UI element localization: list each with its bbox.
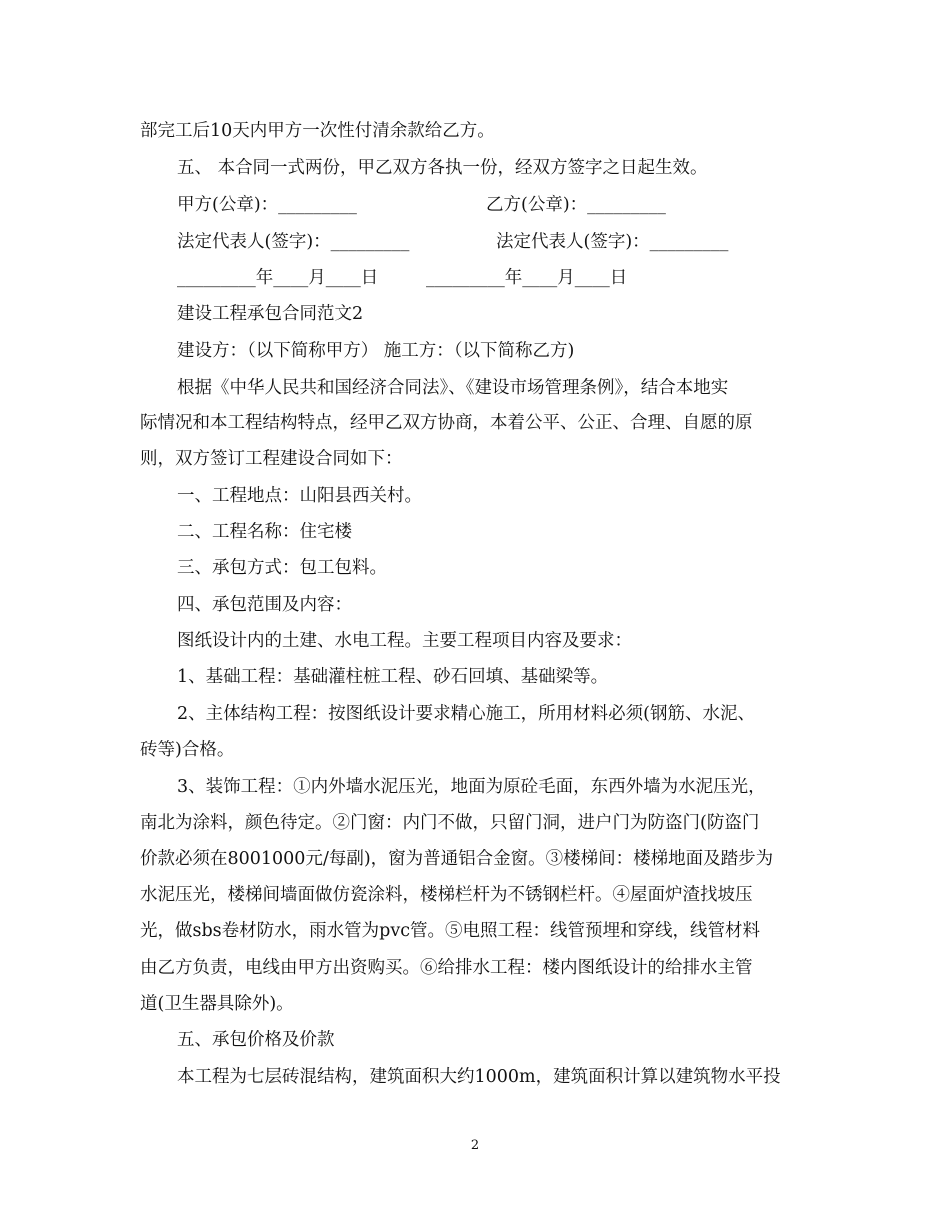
text-line: 三、承包方式：包工包料。 xyxy=(177,558,387,578)
section-title: 建设工程承包合同范文2 xyxy=(177,304,364,324)
text-line: 部完工后10天内甲方一次性付清余款给乙方。 xyxy=(140,121,495,141)
page-number: 2 xyxy=(470,1138,480,1153)
text-line: 一、工程地点：山阳县西关村。 xyxy=(177,486,422,506)
text-line: 砖等)合格。 xyxy=(140,740,235,760)
text-line: 2、主体结构工程：按图纸设计要求精心施工，所用材料必须(钢筋、水泥、 xyxy=(177,704,755,724)
text-line: 价款必须在8001000元/每副)，窗为普通铝合金窗。③楼梯间：楼梯地面及踏步为 xyxy=(140,849,774,869)
text-line: 四、承包范围及内容： xyxy=(177,595,352,615)
party-a-date: _________年____月____日 xyxy=(177,268,379,288)
party-b-seal: 乙方(公章)：_________ xyxy=(486,195,666,215)
text-line: 建设方：（以下简称甲方） 施工方：（以下简称乙方) xyxy=(177,341,575,361)
text-line: 图纸设计内的土建、水电工程。主要工程项目内容及要求： xyxy=(177,631,632,651)
text-line: 五、 本合同一式两份，甲乙双方各执一份，经双方签字之日起生效。 xyxy=(177,158,708,178)
text-line: 则，双方签订工程建设合同如下： xyxy=(140,449,403,469)
text-line: 五、承包价格及价款 xyxy=(177,1030,335,1050)
text-line: 道(卫生器具除外)。 xyxy=(140,994,294,1014)
text-line: 南北为涂料，颜色待定。②门窗：内门不做，只留门洞，进户门为防盗门(防盗门 xyxy=(140,813,760,833)
text-line: 本工程为七层砖混结构，建筑面积大约1000m，建筑面积计算以建筑物水平投 xyxy=(177,1067,781,1087)
text-line: 际情况和本工程结构特点，经甲乙双方协商，本着公平、公正、合理、自愿的原 xyxy=(140,413,753,433)
party-a-seal: 甲方(公章)：_________ xyxy=(177,195,357,215)
text-line: 由乙方负责，电线由甲方出资购买。⑥给排水工程：楼内图纸设计的给排水主管 xyxy=(140,958,753,978)
text-line: 1、基础工程：基础灌柱桩工程、砂石回填、基础梁等。 xyxy=(177,667,609,687)
text-line: 水泥压光，楼梯间墙面做仿瓷涂料，楼梯栏杆为不锈钢栏杆。④屋面炉渣找坡压 xyxy=(140,885,753,905)
party-b-date: _________年____月____日 xyxy=(426,268,628,288)
text-line: 二、工程名称：住宅楼 xyxy=(177,522,352,542)
text-line: 根据《中华人民共和国经济合同法》、《建设市场管理条例》，结合本地实 xyxy=(177,378,729,398)
party-a-representative: 法定代表人(签字)：_________ xyxy=(177,232,410,252)
text-line: 3、装饰工程：①内外墙水泥压光，地面为原砼毛面，东西外墙为水泥压光， xyxy=(177,777,766,797)
text-line: 光，做sbs卷材防水，雨水管为pvc管。⑤电照工程：线管预埋和穿线，线管材料 xyxy=(140,921,761,941)
party-b-representative: 法定代表人(签字)：_________ xyxy=(496,232,729,252)
